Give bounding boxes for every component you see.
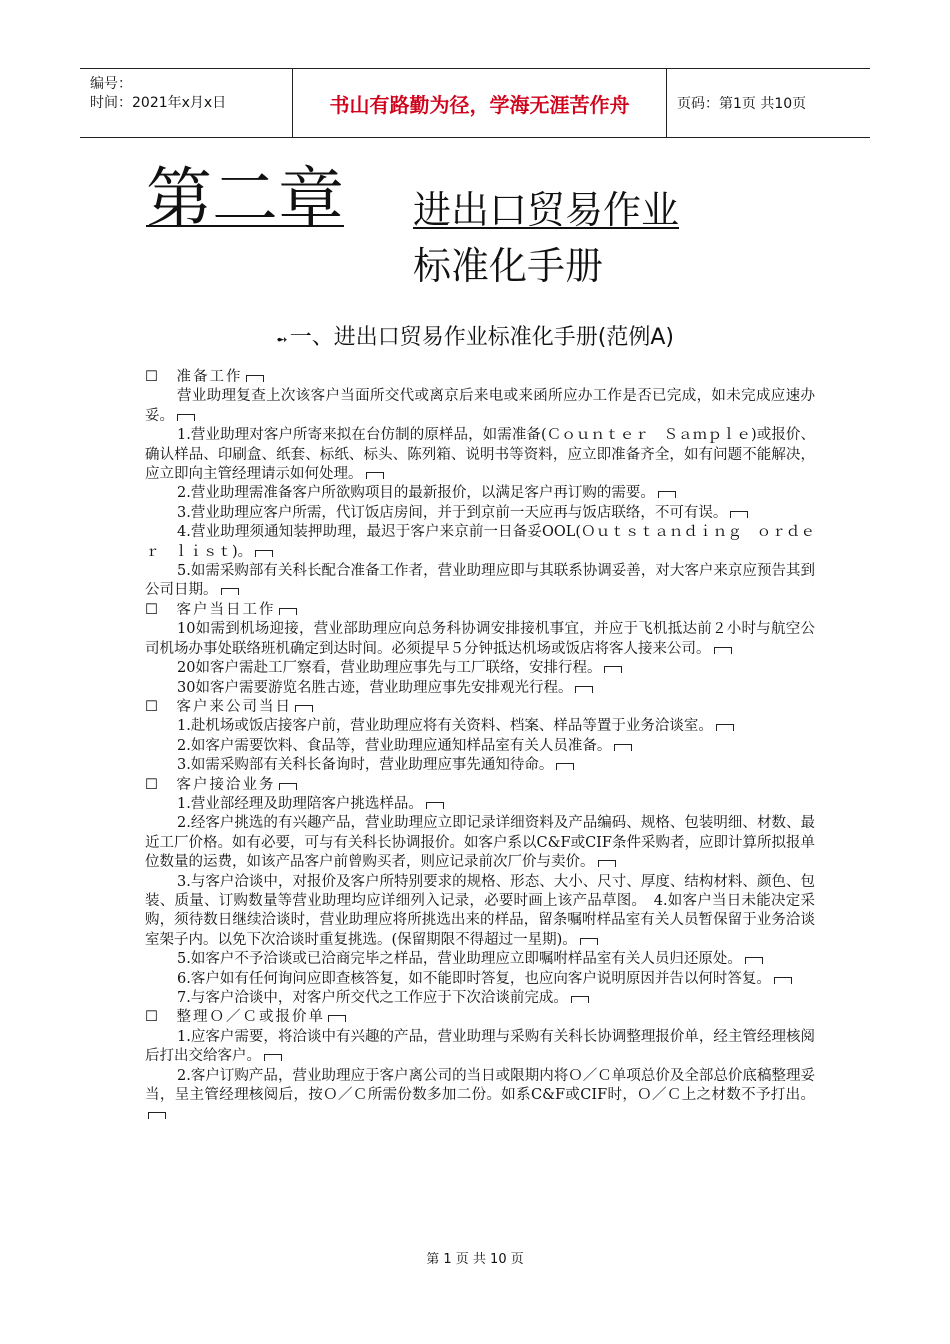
paragraph-text: 3.如需采购部有关科长备询时，营业助理应事先通知待命。 xyxy=(177,757,554,774)
header-number-label: 编号： xyxy=(90,76,132,92)
paragraph-mark-icon xyxy=(246,375,264,382)
paragraph-text: ☐ 客户接洽业务 xyxy=(145,776,276,793)
paragraph-text: 4.营业助理须通知装押助理，最迟于客户来京前一日备妥OOL(Ｏｕｔｓｔａｎｄｉｎｇ ｏｒｄｅｒ ｌｉｓｔ)。 xyxy=(145,524,815,560)
subsection-heading xyxy=(145,698,815,717)
paragraph-text: ☐ 整理Ｏ／Ｃ或报价单 xyxy=(145,1009,325,1026)
body-paragraph xyxy=(145,950,815,969)
body-paragraph xyxy=(145,523,815,562)
paragraph-mark-icon xyxy=(177,414,195,421)
paragraph-mark-icon xyxy=(614,744,632,751)
paragraph-mark-icon xyxy=(328,1015,346,1022)
paragraph-mark-icon xyxy=(571,996,589,1003)
paragraph-text: 6.客户如有任何询问应即查核答复，如不能即时答复，也应向客户说明原因并告以何时答复。 xyxy=(177,970,771,987)
paragraph-mark-icon xyxy=(716,724,734,731)
page-footer: 第 1 页 共 10 页 xyxy=(426,1252,524,1267)
paragraph-mark-icon xyxy=(255,550,273,557)
header-meta xyxy=(80,69,293,137)
body-paragraph xyxy=(145,970,815,989)
paragraph-text: 2.如客户需要饮料、食品等，营业助理应通知样品室有关人员准备。 xyxy=(177,737,612,754)
body-paragraph xyxy=(145,387,815,426)
paragraph-mark-icon xyxy=(366,472,384,479)
document-header xyxy=(80,68,870,138)
body-paragraph xyxy=(145,814,815,872)
paragraph-mark-icon xyxy=(604,666,622,673)
paragraph-mark-icon xyxy=(148,1112,166,1119)
paragraph-text: 1.营业助理对客户所寄来拟在台仿制的原样品，如需准备(Ｃｏｕｎｔｅｒ Ｓａｍｐｌｅ)或报价、确认样品、印刷盒、纸套、标纸、标头、陈列箱、说明书等资料，应立即准备齐全，如有问题不能解决，应立即向主管经理请示如何处理。 xyxy=(145,427,815,483)
paragraph-text: ☐ 准备工作 xyxy=(145,369,243,385)
body-paragraph xyxy=(145,1067,815,1125)
paragraph-text: 5.如客户不予洽谈或已洽商完毕之样品，营业助理应立即嘱咐样品室有关人员归还原处。 xyxy=(177,951,742,968)
body-paragraph xyxy=(145,717,815,736)
header-motto: 书山有路勤为径，学海无涯苦作舟 xyxy=(293,69,667,137)
paragraph-text: 1.赴机场或饭店接客户前，营业助理应将有关资料、档案、样品等置于业务洽谈室。 xyxy=(177,718,713,735)
paragraph-mark-icon xyxy=(774,977,792,984)
paragraph-mark-icon xyxy=(556,763,574,770)
subsection-heading xyxy=(145,1008,815,1027)
chapter-title-line1: 进出口贸易作业 xyxy=(413,188,680,232)
paragraph-text: 1.营业部经理及助理陪客户挑选样品。 xyxy=(177,795,423,812)
paragraph-mark-icon xyxy=(714,647,732,654)
subsection-heading xyxy=(145,368,815,387)
paragraph-text: 30如客户需要游览名胜古迹，营业助理应事先安排观光行程。 xyxy=(177,679,573,696)
body-paragraph xyxy=(145,756,815,775)
body-paragraph xyxy=(145,737,815,756)
paragraph-text: 2.营业助理需准备客户所欲购项目的最新报价，以满足客户再订购的需要。 xyxy=(177,485,655,502)
body-paragraph xyxy=(145,873,815,951)
paragraph-mark-icon xyxy=(221,588,239,595)
body-paragraph xyxy=(145,484,815,503)
paragraph-mark-icon xyxy=(580,938,598,945)
paragraph-text: 3.营业助理应客户所需，代订饭店房间，并于到京前一天应再与饭店联络，不可有误。 xyxy=(177,504,728,521)
paragraph-mark-icon xyxy=(575,686,593,693)
paragraph-text: 2.经客户挑选的有兴趣产品，营业助理应立即记录详细资料及产品编码、规格、包装明细、材数、最近工厂价格。如有必要，可与有关科长协调报价。如客户系以C&F或CIF条件采购者，应即计算所拟报单位数量的运费，如该产品客户前曾购买者，则应记录前次厂价与卖价。 xyxy=(145,815,815,871)
chapter-number: 第二章 xyxy=(146,160,344,237)
section-title-text: 一、进出口贸易作业标准化手册(范例A) xyxy=(289,325,674,350)
paragraph-mark-icon xyxy=(658,491,676,498)
header-time-label: 时间：2021年x月x日 xyxy=(90,95,227,111)
paragraph-text: 3.与客户洽谈中，对报价及客户所特别要求的规格、形态、大小、尺寸、厚度、结构材料、颜色、包装、质量、订购数量等营业助理均应详细列入记录，必要时画上该产品草图。 4.如客户当日未能决定采购，须待数日继续洽谈时，营业助理应将所挑选出来的样品，留条嘱咐样品室有关人员暂保留于业务洽谈室架子内。以免下次洽谈时重复挑选。(保留期限不得超过一星期)。 xyxy=(145,873,815,948)
paragraph-mark-icon xyxy=(264,1054,282,1061)
paragraph-mark-icon xyxy=(279,608,297,615)
body-paragraph xyxy=(145,1028,815,1067)
paragraph-mark-icon xyxy=(745,957,763,964)
subsection-heading xyxy=(145,776,815,795)
paragraph-text: 5.如需采购部有关科长配合准备工作者，营业助理应即与其联系协调妥善，对大客户来京应预告其到公司日期。 xyxy=(145,563,815,599)
paragraph-mark-icon xyxy=(730,511,748,518)
paragraph-mark-icon xyxy=(279,783,297,790)
paragraph-text: ☐ 客户来公司当日 xyxy=(145,698,292,715)
paragraph-text: 20如客户需赴工厂察看，营业助理应事先与工厂联络，安排行程。 xyxy=(177,660,602,677)
paragraph-text: 7.与客户洽谈中，对客户所交代之工作应于下次洽谈前完成。 xyxy=(177,990,568,1006)
body-paragraph xyxy=(145,795,815,814)
paragraph-mark-icon xyxy=(426,802,444,809)
subsection-heading xyxy=(145,601,815,620)
body-paragraph xyxy=(145,426,815,484)
paragraph-text: ☐ 客户当日工作 xyxy=(145,601,276,618)
paragraph-mark-icon xyxy=(295,705,313,712)
body-paragraph xyxy=(145,679,815,698)
paragraph-text: 营业助理复查上次该客户当面所交代或离京后来电或来函所应办工作是否已完成，如未完成应速办妥。 xyxy=(145,388,815,424)
body-paragraph xyxy=(145,504,815,523)
paragraph-text: 1.应客户需要，将洽谈中有兴趣的产品，营业助理与采购有关科长协调整理报价单，经主管经理核阅后打出交给客户。 xyxy=(145,1028,815,1065)
paragraph-mark-icon xyxy=(598,860,616,867)
section-title xyxy=(0,320,950,351)
body-paragraph xyxy=(145,659,815,678)
chapter-title-line2: 标准化手册 xyxy=(413,244,604,288)
body-paragraph xyxy=(145,620,815,659)
header-page-info: 页码：第1页 共10页 xyxy=(677,96,807,112)
section-bullet-icon: ➻ xyxy=(276,332,288,348)
paragraph-text: 2.客户订购产品，营业助理应于客户离公司的当日或限期内将Ｏ／Ｃ单项总价及全部总价底稿整理妥当，呈主管经理核阅后，按Ｏ／Ｃ所需份数多加二份。如系C&F或CIF时，Ｏ／Ｃ上之材数不予打出。 xyxy=(145,1067,815,1104)
body-paragraph xyxy=(145,989,815,1008)
body-paragraph xyxy=(145,562,815,601)
body-content xyxy=(145,368,815,1125)
paragraph-text: 10如需到机场迎接，营业部助理应向总务科协调安排接机事宜，并应于飞机抵达前２小时与航空公司机场办事处联络班机确定到达时间。必须提早５分钟抵达机场或饭店将客人接来公司。 xyxy=(145,621,815,657)
